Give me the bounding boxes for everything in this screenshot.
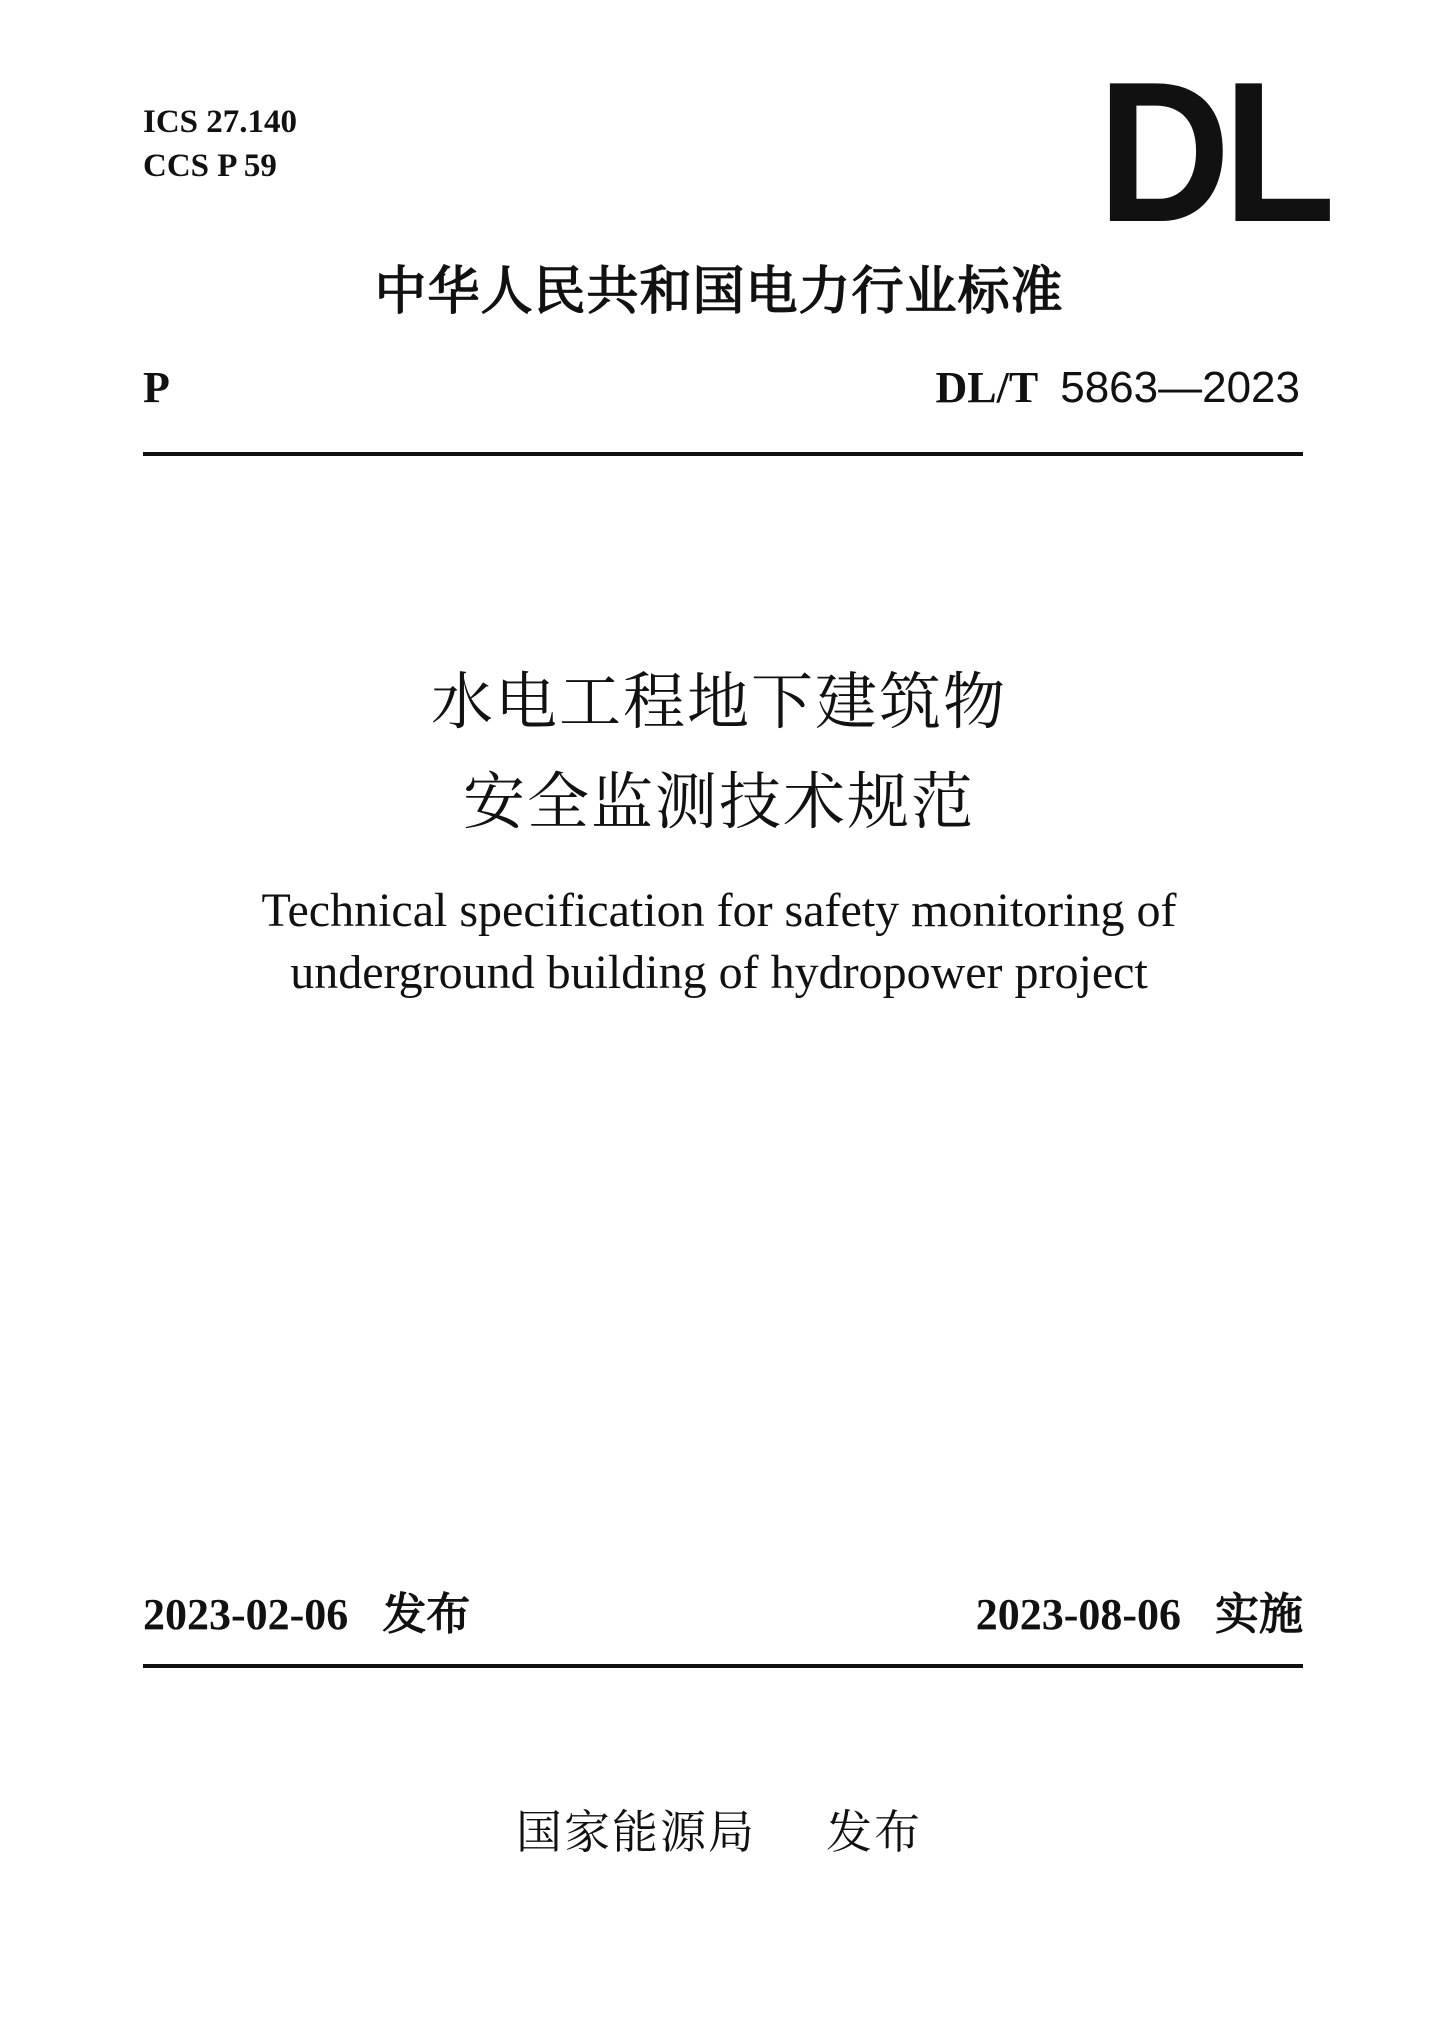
title-en-line-1: Technical specification for safety monitoring of — [261, 884, 1177, 937]
standard-code: 5863—2023 — [1060, 363, 1300, 412]
effective-date-block — [976, 1585, 1303, 1645]
publisher-line — [0, 1800, 1438, 1864]
standard-number — [936, 360, 1300, 416]
effective-label: 实施 — [1215, 1589, 1303, 1640]
standard-prefix: DL/T — [935, 363, 1039, 412]
bottom-divider — [143, 1664, 1303, 1668]
dl-logo: DL — [1097, 41, 1329, 264]
issue-label: 发布 — [382, 1589, 471, 1640]
effective-date: 2023-08-06 — [975, 1590, 1181, 1639]
ics-code: ICS 27.140 — [143, 104, 298, 140]
category-letter: P — [143, 363, 170, 412]
title-cn-line-1: 水电工程地下建筑物 — [430, 665, 1007, 738]
ccs-code: CCS P 59 — [143, 148, 277, 184]
top-divider — [143, 452, 1303, 456]
classification-codes — [143, 100, 297, 188]
issue-date-block — [143, 1585, 470, 1645]
issue-date: 2023-02-06 — [143, 1590, 349, 1639]
publisher-name: 国家能源局 — [516, 1805, 756, 1859]
industry-standard-title: 中华人民共和国电力行业标准 — [374, 262, 1064, 322]
title-cn-line-2: 安全监测技术规范 — [462, 765, 975, 838]
title-en-line-2: underground building of hydropower project — [290, 946, 1148, 999]
publisher-action: 发布 — [826, 1805, 922, 1859]
